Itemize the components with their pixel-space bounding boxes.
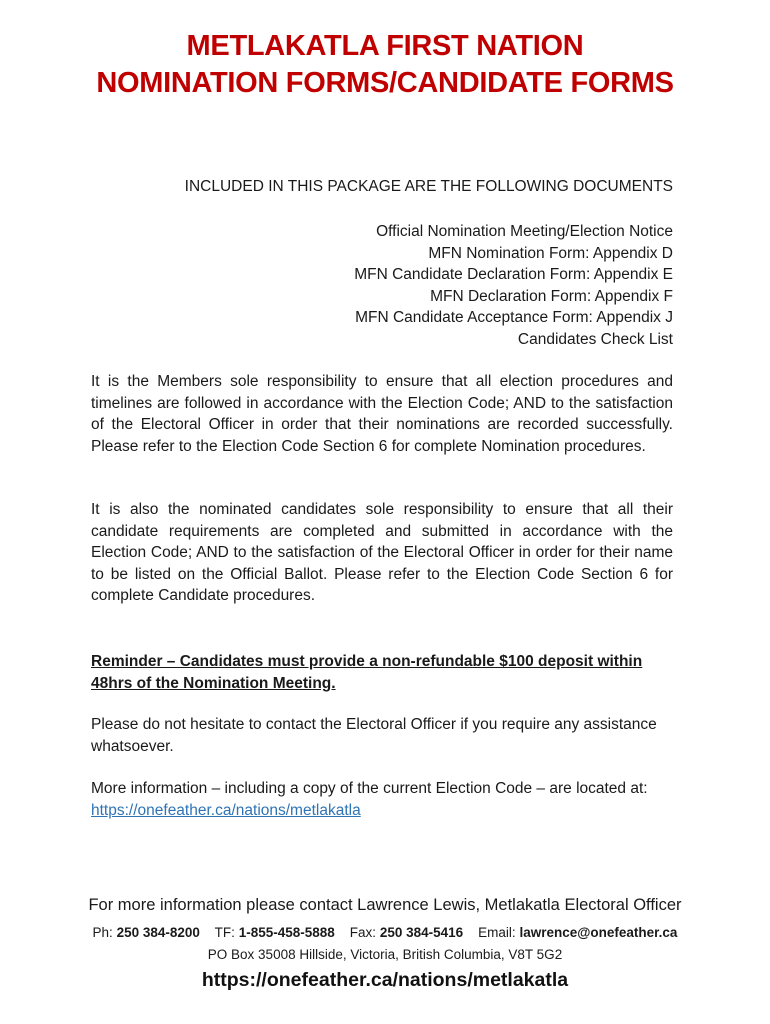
footer-contact-line: For more information please contact Lawrence Lewis, Metlakatla Electoral Officer (88, 896, 682, 914)
candidates-responsibility-paragraph: It is also the nominated candidates sole responsibility to ensure that all their candidate requirements are completed and submitted in accordance with the Election Code; AND to the satisfaction of the Electoral Officer in order for their name to be listed on the Official Ballot. Please refer to the Election Code Section 6 for complete Candidate procedures. (91, 501, 673, 605)
fax-label: Fax: (349, 925, 377, 940)
tollfree-label: TF: (214, 925, 235, 940)
phone-value: 250 384-8200 (116, 925, 200, 940)
footer-phone-line (0, 925, 770, 940)
more-info-text: More information – including a copy of the current Election Code – are located at: (91, 780, 648, 797)
fax-value: 250 384-5416 (379, 925, 464, 940)
deposit-reminder: Reminder – Candidates must provide a non-refundable $100 deposit within 48hrs of the Nomination Meeting. (91, 653, 643, 692)
page-title (0, 28, 770, 102)
title-line-2: NOMINATION FORMS/CANDIDATE FORMS (96, 67, 674, 99)
footer-website: https://onefeather.ca/nations/metlakatla (201, 969, 569, 991)
email-label: Email: (478, 925, 516, 940)
phone-label: Ph: (92, 925, 113, 940)
list-item: MFN Candidate Declaration Form: Appendix E (354, 266, 673, 284)
more-info-paragraph (91, 778, 673, 821)
election-code-link[interactable]: https://onefeather.ca/nations/metlakatla (91, 801, 361, 819)
footer-address: PO Box 35008 Hillside, Victoria, British Columbia, V8T 5G2 (207, 947, 563, 962)
members-responsibility-paragraph: It is the Members sole responsibility to ensure that all election procedures and timelines are followed in accordance with the Election Code; AND to the satisfaction of the Electoral Officer in order that their nominations are recorded successfully. Please refer to the Election Code Section 6 for complete Nomination procedures. (91, 373, 673, 455)
list-item: MFN Candidate Acceptance Form: Appendix J (355, 309, 673, 327)
title-line-1: METLAKATLA FIRST NATION (186, 30, 584, 62)
email-value: lawrence@onefeather.ca (519, 925, 678, 940)
contact-paragraph: Please do not hesitate to contact the Electoral Officer if you require any assistance whatsoever. (91, 716, 657, 755)
included-heading: INCLUDED IN THIS PACKAGE ARE THE FOLLOWING DOCUMENTS (184, 178, 673, 195)
list-item: Official Nomination Meeting/Election Notice (376, 223, 673, 240)
tollfree-value: 1-855-458-5888 (238, 925, 335, 940)
document-list (354, 221, 673, 351)
list-item: MFN Nomination Form: Appendix D (428, 244, 673, 262)
list-item: MFN Declaration Form: Appendix F (430, 287, 673, 305)
list-item: Candidates Check List (517, 330, 673, 348)
